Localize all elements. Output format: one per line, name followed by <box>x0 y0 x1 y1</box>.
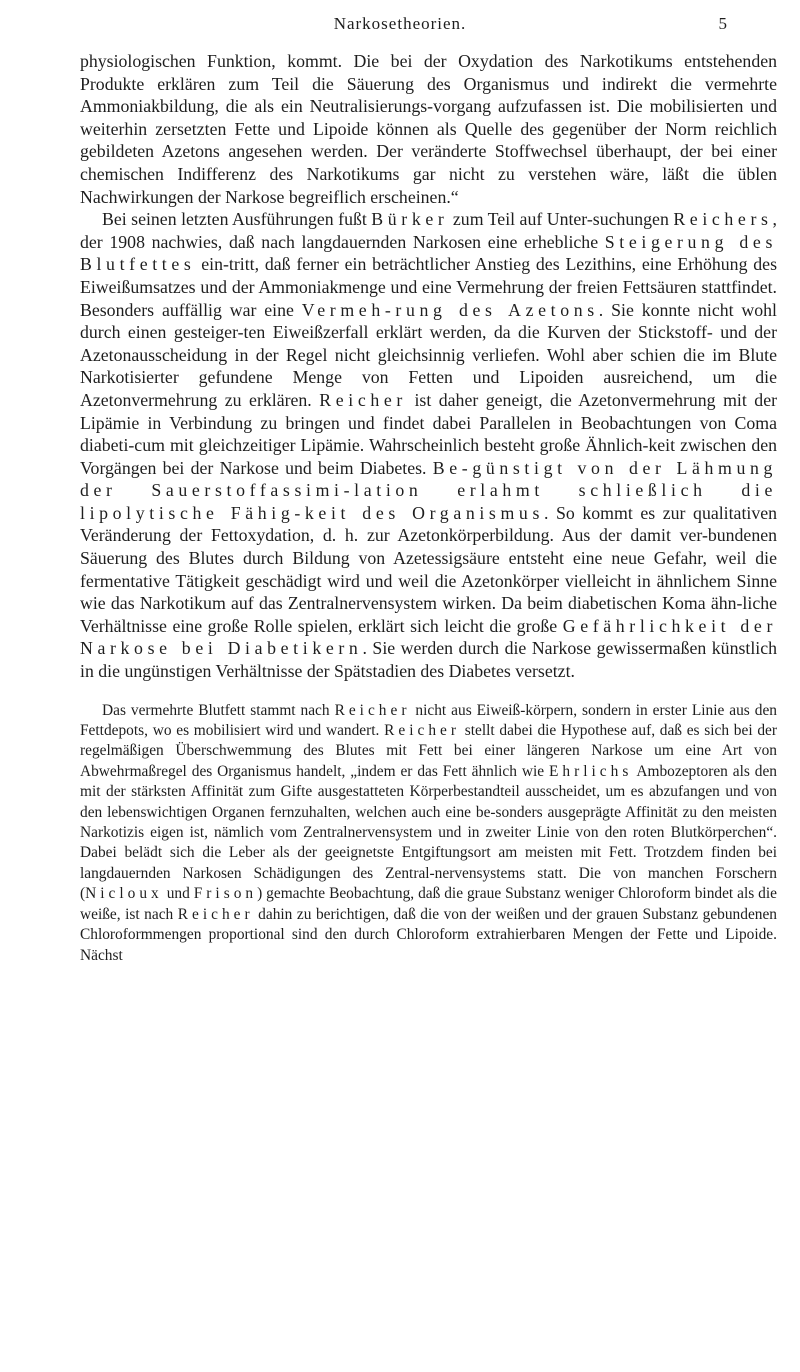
paragraph-continuation <box>80 50 777 208</box>
text-run: Bei seinen letzten Ausführungen fußt <box>102 209 372 230</box>
running-title: Narkosetheorien. <box>333 14 467 33</box>
spaced-author-name: Nicloux <box>85 885 163 903</box>
spaced-author-name: Reicher <box>334 701 411 719</box>
running-head <box>80 14 727 36</box>
text-run: ist daher geneigt, die Azetonvermehrung mit der Lipämie in Verbindung zu bringen und findet dabei Parallelen in Beobachtungen von Coma diabeti-cum mit gleichzeitiger Lipämie. Wahrscheinlich besteht große Ähnlich-keit zwischen den Vorgängen bei der Narkose und beim Diabetes. <box>80 389 778 478</box>
spaced-emphasis: Be-günstigt von der Lähmung der Sauerstoffassimi-lation erlahmt schließlich die lipolytische Fähig-keit des Organismus <box>80 457 777 523</box>
text-run: ) gemachte Beobachtung, daß die graue Substanz weniger Chloroform bindet als die weiße, ist nach <box>80 885 777 923</box>
small-print-block <box>80 701 777 966</box>
text-run: physiologischen Funktion, kommt. Die bei der Oxydation des Narkotikums entstehenden Produkte erklären zum Teil die Säuerung des Organismus und indirekt die vermehrte Ammoniakbildung, die als ein Neutralisierungs-vorgang aufzufassen ist. Die mobilisierten und weiterhin zersetzten Fette und Lipoide können als Quelle des gegenüber der Norm reichlich gebildeten Azetons angesehen werden. Der veränderte Stoffwechsel überhaupt, der bei einer chemischen Indifferenz des Narkotikums gar nicht zu verstehen wäre, läßt die üblen Nachwirkungen der Narkose begreiflich erscheinen.“ <box>80 51 777 207</box>
text-run: nicht aus Eiweiß-körpern, sondern in erster Linie aus den Fettdepots, wo es mobilisiert wird und wandert. <box>80 701 777 740</box>
paragraph-blutfett <box>80 701 777 966</box>
page-number: 5 <box>718 14 727 33</box>
text-run: ein-tritt, daß ferner ein beträchtlicher Anstieg des Lezithins, eine Erhöhung des Eiweißumsatzes und der Ammoniakmenge und eine Vermehrung der freien Fettsäuren stattfindet. Besonders auffällig war eine <box>80 254 777 320</box>
spaced-emphasis: Steigerung des Blutfettes <box>80 231 778 275</box>
spaced-author-name: Reicher <box>177 905 254 923</box>
text-run: stellt dabei die Hypothese auf, daß es sich bei der regelmäßigen Überschwemmung des Blutes mit Fett bei einer längeren Narkose um eine Art von Abwehrmaßregel des Organismus handelt, „indem er das Fett ähnlich wie <box>80 722 777 780</box>
spaced-author-name: Reicher <box>384 722 461 740</box>
spaced-emphasis: Gefährlichkeit der Narkose bei Diabetikern <box>80 615 777 659</box>
text-run: . So kommt es zur qualitativen Veränderung der Fettoxydation, d. h. zur Azetonkörperbildung. Aus der damit ver-bundenen Säuerung des Blutes durch Bildung von Azetessigsäure entsteht eine neue Gefahr, weil die fermentative Tätigkeit geschädigt wird und weil die Azetonkörper vielleicht in ähnlichem Sinne wie das Narkotikum auf das Zentralnervensystem wirken. Da beim diabetischen Koma ähn-liche Verhältnisse eine große Rolle spielen, erklärt sich leicht die große <box>80 502 777 636</box>
text-run: . Sie werden durch die Narkose gewissermaßen künstlich in die ungünstigen Verhältnisse der Spätstadien des Diabetes versetzt. <box>80 638 777 682</box>
paragraph-buerker-reicher <box>80 208 777 682</box>
spaced-emphasis: Vermeh-rung des Azetons <box>301 299 599 320</box>
text-run: , der 1908 nachwies, daß nach langdauernden Narkosen eine erhebliche <box>80 209 777 252</box>
text-run: und <box>162 885 194 903</box>
text-run: Ambozeptoren als den mit der stärksten Affinität zum Gifte ausgestatteten Körperbestandteil ausscheidet, um es abzufangen und von den lebenswichtigen Organen fernzuhalten, welchen auch eine be-sonders ausgeprägte Affinität zu den meisten Narkotizis eigen ist, nämlich vom Zentralnervensystem und in zweiter Linie von den roten Blutkörperchen“. Dabei belädt sich die Leber als der geeignetste Entgiftungsort am meisten mit Fett. Trotzdem finden bei langdauernden Narkosen Schädigungen des Zentral-nervensystems statt. Die von manchen Forschern ( <box>80 762 777 903</box>
spaced-author-name: Reicher <box>319 389 407 410</box>
spaced-author-name: Frison <box>193 885 258 903</box>
text-run: . Sie konnte nicht wohl durch einen gesteiger-ten Eiweißzerfall erklärt werden, da die Kurven der Stickstoff- und der Azetonausscheidung in der Regel nicht gleichsinnig verliefen. Wohl aber schien die im Blute Narkotisierter gefundene Menge von Fetten und Lipoiden ausreichend, um die Azetonvermehrung zu erklären. <box>80 299 777 410</box>
main-text-block <box>80 50 777 683</box>
spaced-author-name: Ehrlichs <box>549 762 633 780</box>
body-text <box>80 50 777 966</box>
text-run: Das vermehrte Blutfett stammt nach <box>102 701 335 719</box>
spaced-author-name: Reichers <box>673 209 773 230</box>
text-run: zum Teil auf Unter-suchungen <box>448 209 674 230</box>
text-run: dahin zu berichtigen, daß die von der weißen und der grauen Substanz gebundenen Chloroformmengen proportional sind den durch Chloroform extrahierbaren Mengen der Fette und Lipoide. Nächst <box>80 905 777 964</box>
spaced-author-name: Bürker <box>371 209 449 230</box>
